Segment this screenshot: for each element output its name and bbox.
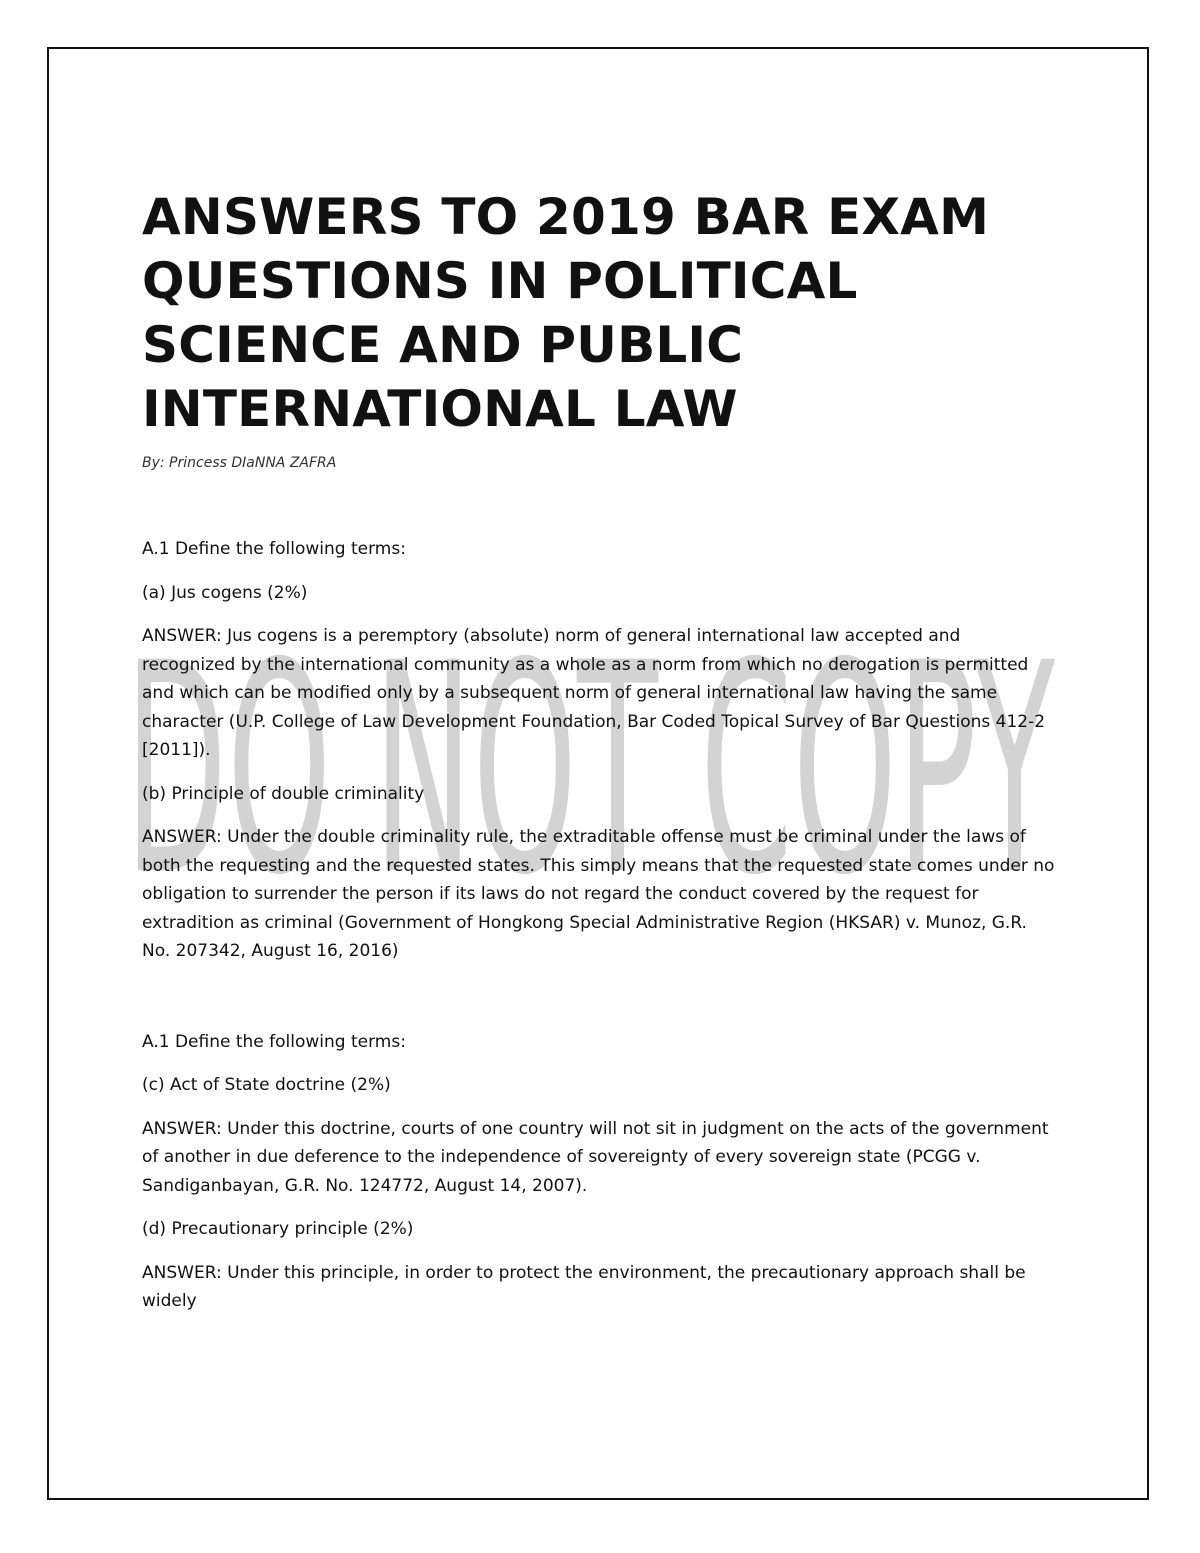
term-double-criminality: (b) Principle of double criminality [142,783,425,804]
term-precautionary-principle: (d) Precautionary principle (2%) [142,1219,414,1239]
term-jus-cogens: (a) Jus cogens (2%) [142,582,308,603]
term-act-of-state: (c) Act of State doctrine (2%) [142,1075,391,1095]
section-a1-first [142,535,1057,966]
watermark-text: DO NOT COPY [125,602,1057,900]
document-body [142,185,1057,1331]
document-title: ANSWERS TO 2019 BAR EXAM QUESTIONS IN POLITICAL SCIENCE AND PUBLIC INTERNATIONAL LAW [142,188,990,438]
section-heading: A.1 Define the following terms: [142,1031,406,1052]
answer-precautionary-principle: ANSWER: Under this principle, in order to protect the environment, the precautionary approach shall be widely [142,1262,1026,1311]
answer-act-of-state: ANSWER: Under this doctrine, courts of one country will not sit in judgment on the acts of the government of another in due deference to the independence of sovereignty of every sovereign state (PCGG v. Sandiganbayan, G.R. No. 124772, August 14, 2007). [142,1118,1049,1196]
section-heading: A.1 Define the following terms: [142,539,406,559]
section-a1-second [142,1028,1057,1316]
author-byline: By: Princess DIaNNA ZAFRA [142,455,337,471]
answer-double-criminality: ANSWER: Under the double criminality rule, the extraditable offense must be criminal under the laws of both the requesting and the requested states. This simply means that the requested state comes under no obligation to surrender the person if its laws do not regard the conduct covered by the request for extradition as criminal (Government of Hongkong Special Administrative Region (HKSAR) v. Munoz, G.R. No. 207342, August 16, 2016) [142,827,1055,961]
answer-jus-cogens: ANSWER: Jus cogens is a peremptory (absolute) norm of general international law accepted and recognized by the international community as a whole as a norm from which no derogation is permitted and which can be modified only by a subsequent norm of general international law having the same character (U.P. College of Law Development Foundation, Bar Coded Topical Survey of Bar Questions 412-2 [2011]). [142,626,1046,760]
